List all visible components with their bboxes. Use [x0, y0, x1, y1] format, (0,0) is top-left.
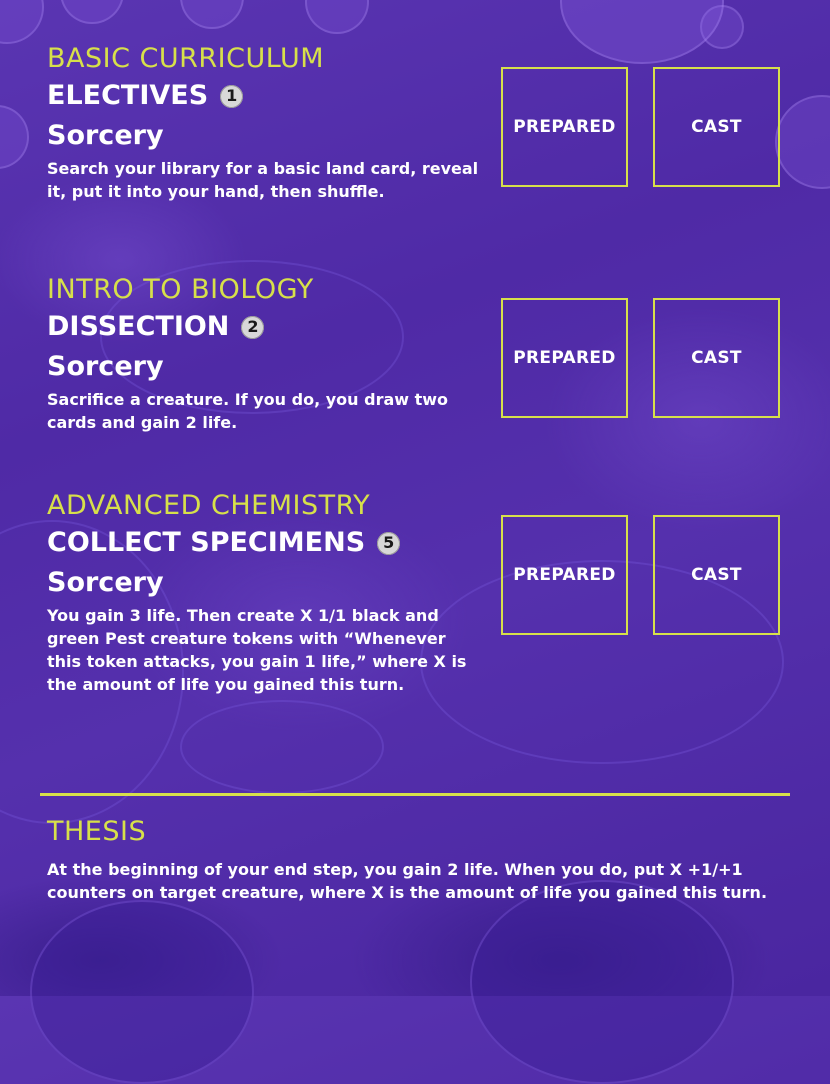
mana-cost-icon: 5 [377, 532, 400, 555]
curriculum-section-advanced [47, 490, 477, 696]
class-title: INTRO TO BIOLOGY [47, 274, 314, 305]
prepared-checkbox[interactable] [501, 515, 628, 635]
mana-cost-icon: 1 [220, 85, 243, 108]
spell-name-text: COLLECT SPECIMENS [47, 527, 366, 558]
thesis-rules-text: At the beginning of your end step, you gain 2 life. When you do, put X +1/+1 counters on target creature, where X is the amount of life you gained this turn. [47, 860, 768, 902]
cast-label: CAST [691, 117, 742, 137]
thesis-section [47, 816, 792, 904]
cast-label: CAST [691, 348, 742, 368]
class-title: BASIC CURRICULUM [47, 43, 324, 74]
spell-name [47, 79, 487, 113]
mana-cost-icon: 2 [241, 316, 264, 339]
section-divider [40, 793, 790, 796]
rules-text: Search your library for a basic land card, reveal it, put it into your hand, then shuffle. [47, 159, 479, 201]
type-line: Sorcery [47, 120, 164, 151]
spell-name [47, 526, 477, 560]
spell-name-text: DISSECTION [47, 311, 230, 342]
spell-name-text: ELECTIVES [47, 80, 209, 111]
prepared-label: PREPARED [513, 565, 616, 585]
curriculum-section-intro [47, 274, 487, 434]
thesis-title: THESIS [47, 816, 147, 847]
rules-text: You gain 3 life. Then create X 1/1 black and green Pest creature tokens with “Whenever this token attacks, you gain 1 life,” where X is the amount of life you gained this turn. [47, 606, 467, 694]
cast-label: CAST [691, 565, 742, 585]
prepared-checkbox[interactable] [501, 298, 628, 418]
cast-checkbox[interactable] [653, 298, 780, 418]
spell-name [47, 310, 487, 344]
prepared-label: PREPARED [513, 117, 616, 137]
curriculum-section-basic [47, 43, 487, 203]
rules-text: Sacrifice a creature. If you do, you draw two cards and gain 2 life. [47, 390, 449, 432]
cast-checkbox[interactable] [653, 67, 780, 187]
type-line: Sorcery [47, 351, 164, 382]
type-line: Sorcery [47, 567, 164, 598]
prepared-checkbox[interactable] [501, 67, 628, 187]
class-title: ADVANCED CHEMISTRY [47, 490, 371, 521]
cast-checkbox[interactable] [653, 515, 780, 635]
prepared-label: PREPARED [513, 348, 616, 368]
